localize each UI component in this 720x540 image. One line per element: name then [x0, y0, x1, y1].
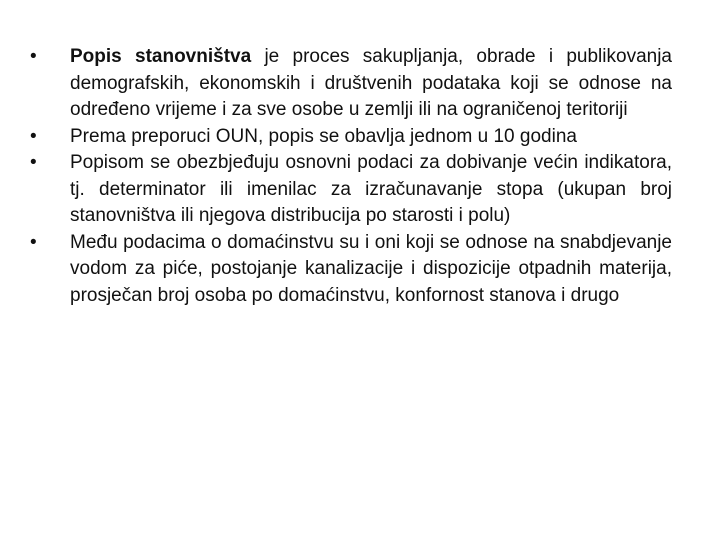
bullet-list — [30, 44, 672, 309]
bullet-text: Među podacima o domaćinstvu su i oni koji se odnose na snabdjevanje vodom za piće, postojanje kanalizacije i dispozicije otpadnih materija, prosječan broj osoba po domaćinstvu, konfornost stanova i drugo — [70, 231, 672, 306]
bullet-item-2 — [30, 124, 672, 151]
bullet-item-4 — [30, 230, 672, 310]
bullet-text: je proces sakupljanja, obrade i publikovanja demografskih, ekonomskih i društvenih podataka koji se odnose na određeno vrijeme i za sve osobe u zemlji ili na ograničenoj teritoriji — [70, 46, 672, 120]
bullet-icon: • — [30, 46, 37, 67]
bullet-icon: • — [30, 125, 37, 147]
bullet-icon: • — [30, 152, 37, 173]
bullet-icon: • — [30, 231, 37, 253]
bullet-text: Prema preporuci OUN, popis se obavlja jednom u 10 godina — [70, 125, 577, 147]
bullet-bold-term: Popis stanovništva — [70, 46, 252, 67]
bullet-item-3 — [30, 150, 672, 230]
bullet-text: Popisom se obezbjeđuju osnovni podaci za dobivanje većin indikatora, tj. determinator ili imenilac za izračunavanje stopa (ukupan broj stanovništva ili njegova distribucija po starosti i polu) — [70, 152, 672, 226]
bullet-item-1 — [30, 44, 672, 124]
